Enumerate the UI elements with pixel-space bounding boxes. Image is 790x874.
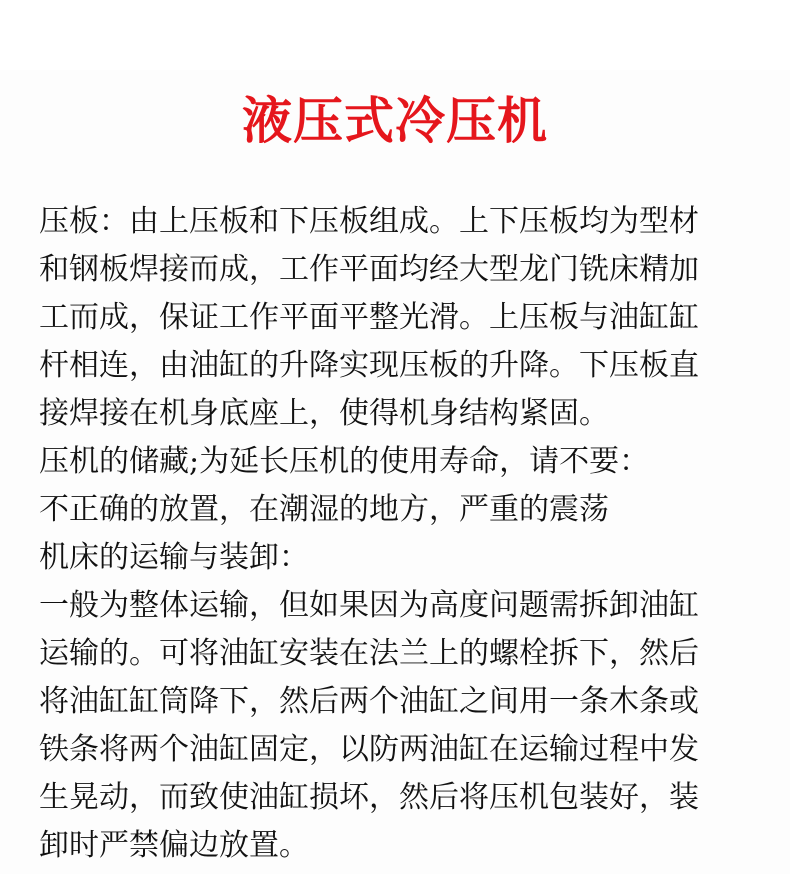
text-line: 接焊接在机身底座上，使得机身结构紧固。 xyxy=(39,396,609,431)
text-line: 压机的储藏;为延长压机的使用寿命，请不要： xyxy=(39,444,650,479)
text-line: 杆相连，由油缸的升降实现压板的升降。下压板直 xyxy=(39,348,699,383)
text-line: 卸时严禁偏边放置。 xyxy=(39,828,309,863)
text-line: 将油缸缸筒降下，然后两个油缸之间用一条木条或 xyxy=(39,684,699,719)
page-title: 液压式冷压机 xyxy=(242,91,548,150)
text-line: 铁条将两个油缸固定，以防两油缸在运输过程中发 xyxy=(39,732,699,767)
text-line: 运输的。可将油缸安装在法兰上的螺栓拆下，然后 xyxy=(39,636,699,671)
text-line: 不正确的放置，在潮湿的地方，严重的震荡 xyxy=(39,492,609,527)
text-line: 生晃动，而致使油缸损坏，然后将压机包装好，装 xyxy=(39,780,699,815)
text-line: 工而成，保证工作平面平整光滑。上压板与油缸缸 xyxy=(39,300,699,335)
body-text xyxy=(39,198,755,870)
top-margin xyxy=(0,0,790,70)
text-line: 机床的运输与装卸： xyxy=(39,540,309,575)
text-line: 一般为整体运输，但如果因为高度问题需拆卸油缸 xyxy=(39,588,699,623)
text-line: 和钢板焊接而成，工作平面均经大型龙门铣床精加 xyxy=(39,252,699,287)
text-line: 压板：由上压板和下压板组成。上下压板均为型材 xyxy=(39,204,699,239)
